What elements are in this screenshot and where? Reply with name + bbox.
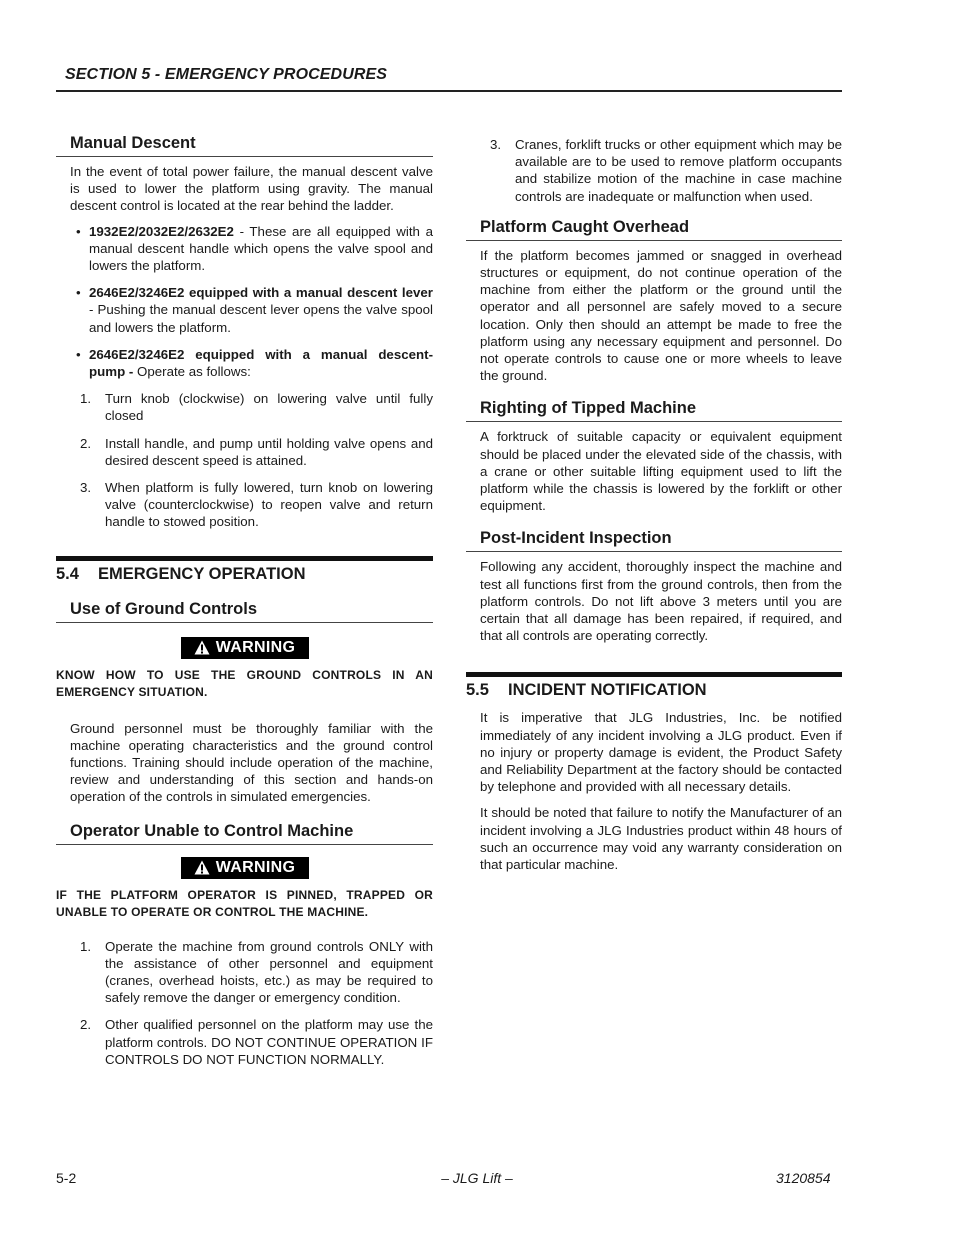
doc-number: 3120854	[776, 1170, 831, 1186]
operator-unable-steps	[56, 938, 433, 1068]
list-item: 3. Cranes, forklift trucks or other equipment which may be available are to be used to remove platform occupants and stabilize motion of the machine in case machine controls are inadequate or malfunction when used.	[490, 137, 842, 204]
manual-descent-intro: In the event of total power failure, the manual descent valve is used to lower the platform using gravity. The manual descent control is located at the rear behind the ladder.	[70, 164, 433, 214]
header-rule	[56, 90, 842, 92]
notification-para-1: It is imperative that JLG Industries, Inc. be notified immediately of any incident involving a JLG product. Even if no injury or property damage is evident, the Product Safety and Reliability Department at the factory should be contacted by telephone and provided with all necessary details.	[480, 710, 842, 795]
warning-triangle-icon	[194, 860, 210, 875]
list-item: • 2646E2/3246E2 equipped with a manual descent lever - Pushing the manual descent lever opens the valve spool and lowers the platform.	[56, 284, 433, 336]
warning-triangle-icon	[194, 640, 210, 655]
notification-para-2: It should be noted that failure to notify the Manufacturer of an incident involving a JLG Industries product within 48 hours of such an occurrence may void any warranty consideration on that particular machine.	[480, 805, 842, 873]
model-bullet-list	[56, 223, 433, 381]
platform-caught-heading: Platform Caught Overhead	[466, 218, 842, 241]
righting-body: A forktruck of suitable capacity or equivalent equipment should be placed under the elevated side of the chassis, with a crane or other suitable lifting equipment used to lift the platform while the chassis is lowered by the forklift or other equipment.	[480, 429, 842, 514]
footer-brand: – JLG Lift –	[441, 1170, 513, 1186]
warning-badge: WARNING	[181, 637, 309, 659]
list-item: 3. When platform is fully lowered, turn knob on lowering valve (counterclockwise) to reopen valve and return handle to stowed position.	[80, 480, 433, 530]
operator-unable-steps-cont	[466, 136, 842, 205]
platform-caught-body: If the platform becomes jammed or snagged in overhead structures or equipment, do not continue operation of the machine from either the platform or the ground until the operator and all personnel are safely moved to a secure location. Only then should an attempt be made to free the platform using any necessary equipment and personnel. Do not operate controls to cause one or more wheels to leave the ground.	[480, 247, 842, 384]
list-item: 1. Turn knob (clockwise) on lowering valve until fully closed	[80, 391, 433, 424]
section-header: SECTION 5 - EMERGENCY PROCEDURES	[65, 66, 388, 83]
post-incident-body: Following any accident, thoroughly inspect the machine and test all functions first from the ground controls, then from the platform controls. Do not lift above 3 meters until you are certain that all damage has been repaired, if required, and that all controls are operating correctly.	[480, 559, 842, 644]
operator-unable-warning-text: IF THE PLATFORM OPERATOR IS PINNED, TRAPPED OR UNABLE TO OPERATE OR CONTROL THE MACHINE.	[56, 887, 433, 919]
post-incident-heading: Post-Incident Inspection	[466, 529, 842, 552]
list-item: 1. Operate the machine from ground controls ONLY with the assistance of other personnel and equipment (cranes, overhead hoists, etc.) as may be required to safely remove the danger or emergency condition.	[80, 938, 433, 1006]
left-column	[56, 134, 433, 1078]
list-item: 2. Other qualified personnel on the platform may use the platform controls. DO NOT CONTINUE OPERATION IF CONTROLS DO NOT FUNCTION NORMALLY.	[80, 1017, 433, 1067]
list-item: • 2646E2/3246E2 equipped with a manual descent-pump - Operate as follows:	[56, 346, 433, 380]
ground-controls-warning-text: KNOW HOW TO USE THE GROUND CONTROLS IN AN EMERGENCY SITUATION.	[56, 667, 433, 699]
righting-heading: Righting of Tipped Machine	[466, 399, 842, 422]
operator-unable-heading: Operator Unable to Control Machine	[56, 822, 433, 845]
manual-descent-heading: Manual Descent	[56, 134, 433, 157]
page-number: 5-2	[56, 1170, 77, 1186]
list-item: • 1932E2/2032E2/2632E2 - These are all equipped with a manual descent handle which opens the valve spool and lowers the platform.	[56, 223, 433, 275]
descent-steps	[56, 390, 433, 530]
section-5-5-heading: 5.5 INCIDENT NOTIFICATION	[466, 672, 842, 700]
ground-controls-body: Ground personnel must be thoroughly familiar with the machine operating characteristics and the ground control functions. Training should include operation of the machine, review and understanding of this section and hands-on operation of the controls in simulated emergencies.	[70, 720, 433, 805]
right-column	[466, 134, 842, 873]
list-item: 2. Install handle, and pump until holding valve opens and desired descent speed is attained.	[80, 435, 433, 468]
ground-controls-heading: Use of Ground Controls	[56, 600, 433, 623]
warning-badge: WARNING	[181, 857, 309, 879]
section-5-4-heading: 5.4 EMERGENCY OPERATION	[56, 556, 433, 584]
